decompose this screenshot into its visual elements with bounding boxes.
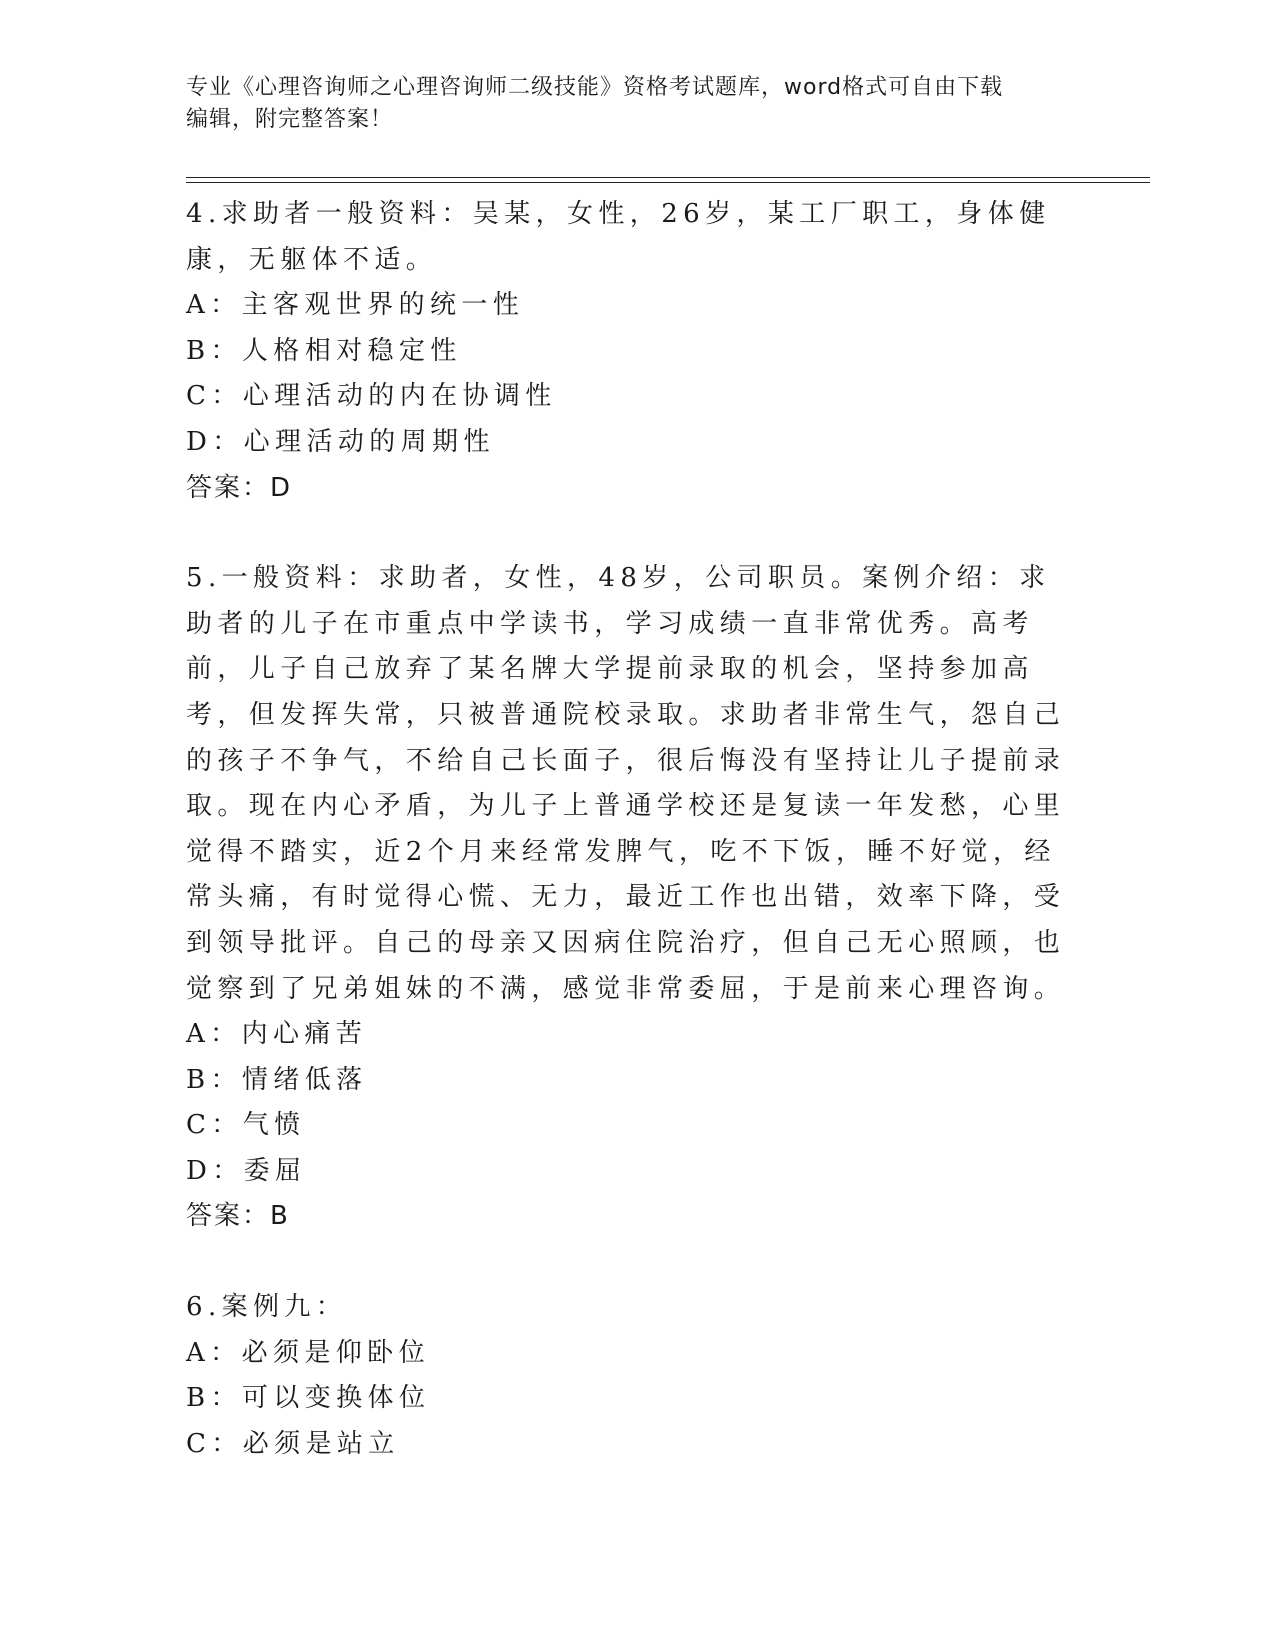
option-b: B：情绪低落 [186,1064,368,1095]
option-b: B：人格相对稳定性 [186,335,462,366]
option-a: A：主客观世界的统一性 [186,290,525,321]
option-c: C：气愤 [186,1110,306,1141]
answer-line: 答案：B [186,1201,290,1232]
question-4 [186,192,1066,511]
question-5 [186,556,1066,1240]
question-stem: 5.一般资料：求助者，女性，48岁，公司职员。案例介绍：求助者的儿子在市重点中学读书，学习成绩一直非常优秀。高考前，儿子自己放弃了某名牌大学提前录取的机会，坚持参加高考，但发挥失常，只被普通院校录取。求助者非常生气，怨自己的孩子不争气，不给自己长面子，很后悔没有坚持让儿子提前录取。现在内心矛盾，为儿子上普通学校还是复读一年发愁，心里觉得不踏实，近2个月来经常发脾气，吃不下饭，睡不好觉，经常头痛，有时觉得心慌、无力，最近工作也出错，效率下降，受到领导批评。自己的母亲又因病住院治疗，但自己无心照顾，也觉察到了兄弟姐妹的不满，感觉非常委屈，于是前来心理咨询。 [186,563,1066,1004]
document-header [186,72,1066,136]
question-6 [186,1285,1066,1467]
answer-line: 答案：D [186,472,293,503]
option-a: A：内心痛苦 [186,1019,368,1050]
question-stem: 6.案例九： [186,1292,348,1323]
option-c: C：必须是站立 [186,1428,400,1459]
header-line-2: 编辑，附完整答案！ [186,107,394,132]
question-stem: 4.求助者一般资料：吴某，女性，26岁，某工厂职工，身体健康，无躯体不适。 [186,199,1051,275]
option-d: D：委屈 [186,1155,307,1186]
header-line-1: 专业《心理咨询师之心理咨询师二级技能》资格考试题库，word格式可自由下载 [186,75,1004,100]
question-list [186,192,1066,1512]
option-a: A：必须是仰卧位 [186,1337,430,1368]
option-c: C：心理活动的内在协调性 [186,381,557,412]
option-d: D：心理活动的周期性 [186,426,495,457]
header-double-rule [186,177,1150,183]
option-b: B：可以变换体位 [186,1383,431,1414]
